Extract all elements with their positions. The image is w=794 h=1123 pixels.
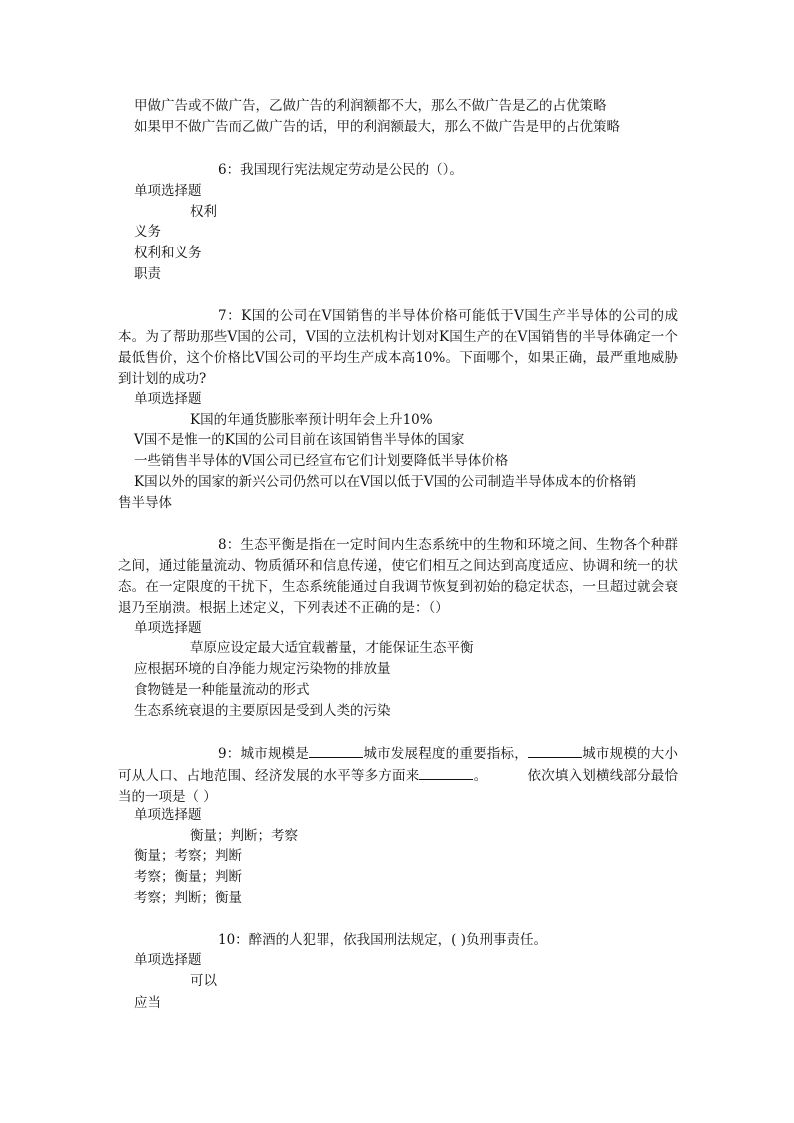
- intro-line-2: 如果甲不做广告而乙做广告的话，甲的利润额最大，那么不做广告是甲的占优策略: [134, 119, 620, 135]
- q6-option-b: 义务: [134, 224, 161, 240]
- q9-option-a: 衡量；判断；考察: [190, 828, 298, 844]
- q6-option-a: 权利: [190, 204, 217, 220]
- q6-option-d: 职责: [134, 266, 161, 282]
- q10-stem: 10：醉酒的人犯罪，依我国刑法规定，( )负刑事责任。: [218, 932, 548, 948]
- intro-line-1: 甲做广告或不做广告，乙做广告的利润额都不大，那么不做广告是乙的占优策略: [134, 98, 607, 114]
- q7-option-d-cont: 售半导体: [118, 495, 172, 511]
- q10-option-b: 应当: [134, 995, 161, 1011]
- q9-type: 单项选择题: [134, 807, 202, 823]
- q7-type: 单项选择题: [134, 391, 202, 407]
- q7-stem: 7：K国的公司在V国销售的半导体价格可能低于V国生产半导体的公司的成本。为了帮助那些V国的公司，V国的立法机构计划对K国生产的在V国销售的半导体确定一个最低售价，这个价格比V国公司的平均生产成本高10%。下面哪个，如果正确，最严重地威胁到计划的成功?: [118, 308, 678, 387]
- q9-stem: 9：城市规模是 城市发展程度的重要指标， 城市规模的大小可从人口、占地范围、经济发展的水平等多方面来 。 依次填入划横线部分最恰当的一项是（ ）: [118, 743, 678, 808]
- q9-blank-3: [419, 765, 473, 780]
- q8-option-b: 应根据环境的自净能力规定污染物的排放量: [134, 661, 391, 677]
- q8-option-c: 食物链是一种能量流动的形式: [134, 682, 310, 698]
- q9-option-d: 考察；判断；衡量: [134, 890, 242, 906]
- q7-option-d: K国以外的国家的新兴公司仍然可以在V国以低于V国的公司制造半导体成本的价格销: [134, 474, 637, 490]
- q6-stem: 6：我国现行宪法规定劳动是公民的（）。: [218, 162, 463, 178]
- q9-blank-1: [309, 743, 363, 758]
- q9-blank-2: [528, 743, 582, 758]
- q8-option-a: 草原应设定最大适宜载蓄量，才能保证生态平衡: [190, 640, 474, 656]
- q10-type: 单项选择题: [134, 952, 202, 968]
- q7-option-b: V国不是惟一的K国的公司目前在该国销售半导体的国家: [134, 432, 465, 448]
- q8-type: 单项选择题: [134, 620, 202, 636]
- q8-option-d: 生态系统衰退的主要原因是受到人类的污染: [134, 703, 391, 719]
- q6-type: 单项选择题: [134, 183, 202, 199]
- q7-option-c: 一些销售半导体的V国公司已经宣布它们计划要降低半导体价格: [134, 453, 509, 469]
- q9-option-c: 考察；衡量；判断: [134, 869, 242, 885]
- q8-stem: 8：生态平衡是指在一定时间内生态系统中的生物和环境之间、生物各个种群之间，通过能量流动、物质循环和信息传递，使它们相互之间达到高度适应、协调和统一的状态。在一定限度的干扰下，生态系统能通过自我调节恢复到初始的稳定状态，一旦超过就会衰退乃至崩溃。根据上述定义，下列表述不正确的是：（）: [118, 537, 678, 616]
- q9-option-b: 衡量；考察；判断: [134, 848, 242, 864]
- q6-option-c: 权利和义务: [134, 245, 202, 261]
- q10-option-a: 可以: [190, 973, 217, 989]
- q7-option-a: K国的年通货膨胀率预计明年会上升10%: [190, 412, 433, 428]
